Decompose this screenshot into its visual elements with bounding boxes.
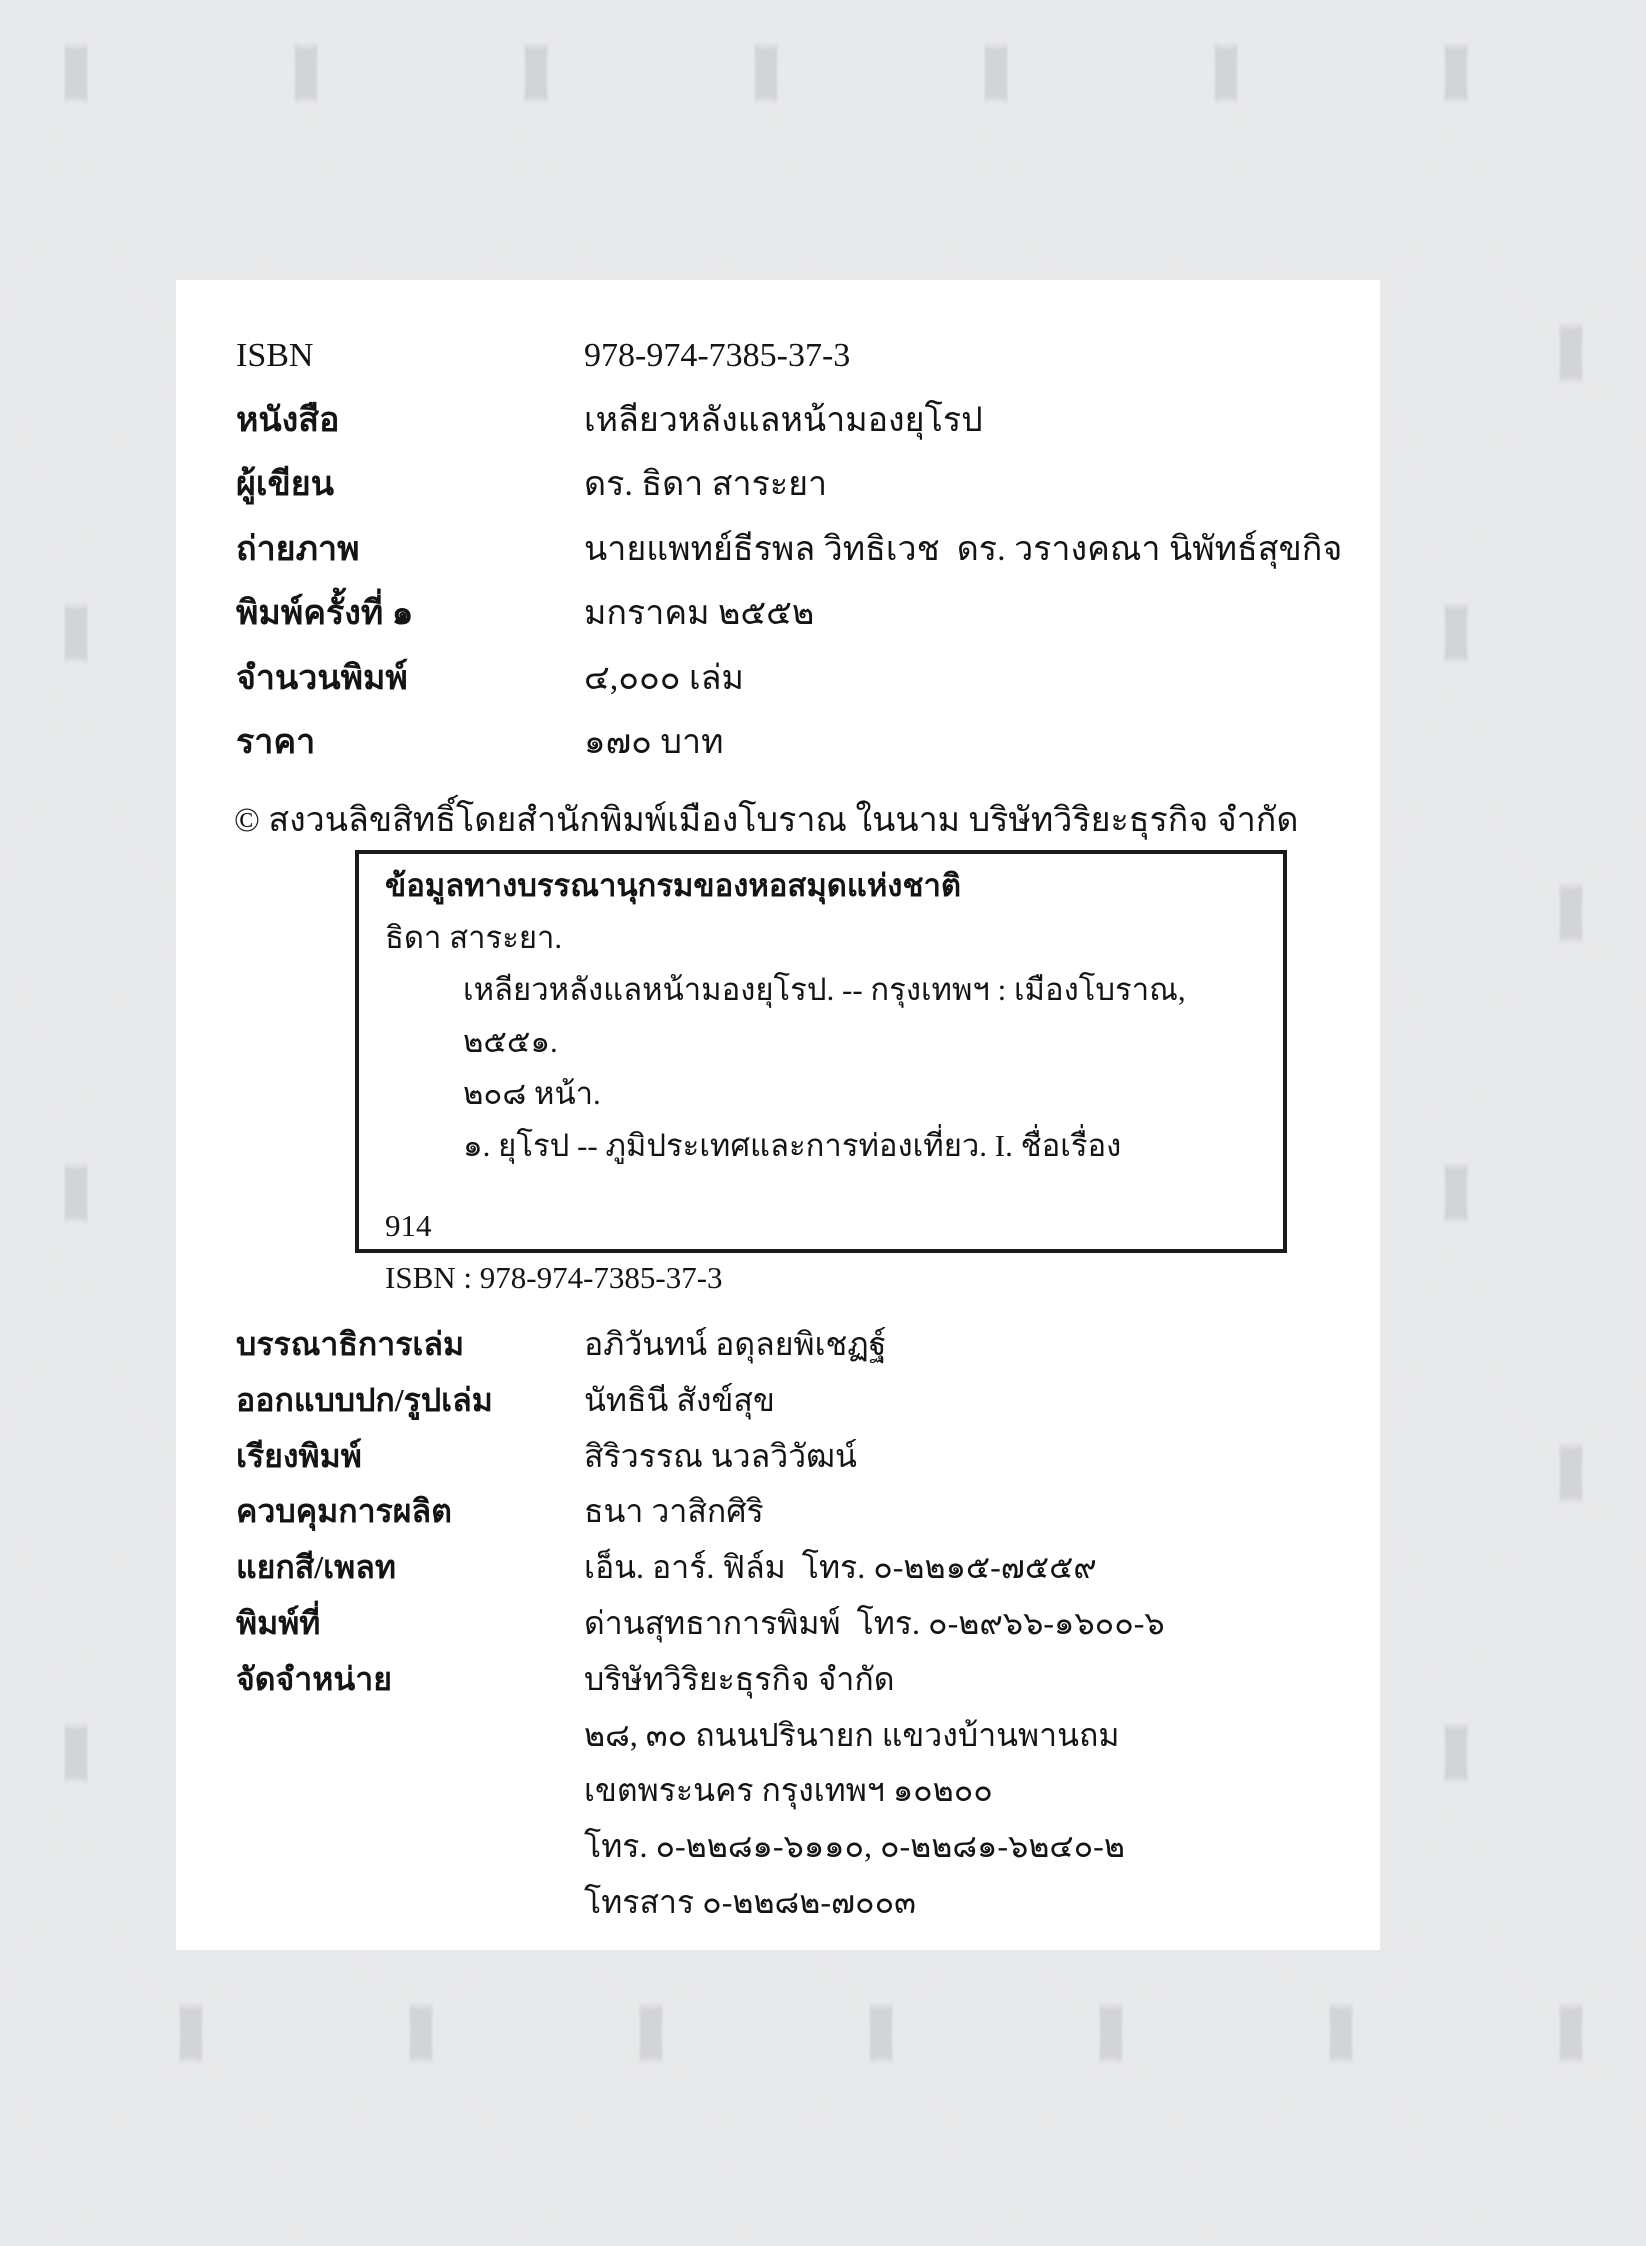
credit-values	[584, 1652, 1125, 1931]
catalog-line: ๒๐๘ หน้า.	[463, 1076, 601, 1111]
credit-value-line: สิริวรรณ นวลวิวัฒน์	[584, 1437, 857, 1474]
credit-label: พิมพ์ที่	[236, 1604, 321, 1641]
copyright-line: © สงวนลิขสิทธิ์โดยสำนักพิมพ์เมืองโบราณ ในนาม บริษัทวิริยะธุรกิจ จำกัด	[234, 802, 1299, 839]
field-value: มกราคม ๒๕๕๒	[584, 595, 815, 632]
field-label: หนังสือ	[236, 401, 340, 439]
credit-values	[584, 1373, 775, 1429]
field-label: ราคา	[236, 724, 316, 761]
credit-values	[584, 1317, 886, 1373]
credit-label: เรียงพิมพ์	[236, 1437, 362, 1474]
catalog-line: ๑. ยุโรป -- ภูมิประเทศและการท่องเที่ยว. I. ชื่อเรื่อง	[463, 1128, 1122, 1163]
field-value: ดร. ธิดา สาระยา	[584, 466, 828, 503]
credit-value-line: ๒๘, ๓๐ ถนนปรินายก แขวงบ้านพานถม	[584, 1716, 1120, 1753]
field-row	[236, 647, 1350, 712]
credit-row	[236, 1317, 1370, 1373]
field-label: จำนวนพิมพ์	[236, 659, 408, 697]
field-row	[236, 389, 1350, 454]
credit-value-line: อภิวันทน์ อดุลยพิเชฏฐ์	[584, 1326, 887, 1362]
field-label: พิมพ์ครั้งที่ ๑	[236, 595, 414, 632]
credit-label: ควบคุมการผลิต	[236, 1493, 452, 1530]
credit-values	[584, 1484, 764, 1540]
catalog-line: เหลียวหลังแลหน้ามองยุโรป. -- กรุงเทพฯ : เมืองโบราณ, ๒๕๕๑.	[463, 972, 1194, 1059]
national-library-catalog-box	[355, 850, 1287, 1295]
credit-label: จัดจำหน่าย	[236, 1660, 392, 1697]
credits-section	[236, 1317, 1370, 1931]
credit-value-line: ด่านสุทธาการพิมพ์ โทร. ๐-๒๙๖๖-๑๖๐๐-๖	[584, 1604, 1165, 1641]
field-label: ISBN	[236, 337, 314, 374]
book-colophon-page	[176, 280, 1380, 1950]
credit-value-line: โทร. ๐-๒๒๘๑-๖๑๑๐, ๐-๒๒๘๑-๖๒๔๐-๒	[584, 1828, 1125, 1865]
catalog-line: 914	[385, 1208, 432, 1243]
field-row	[236, 518, 1350, 583]
credit-values	[584, 1540, 1097, 1596]
catalog-box-title: ข้อมูลทางบรรณานุกรมของหอสมุดแห่งชาติ	[385, 868, 962, 903]
credit-row	[236, 1429, 1370, 1485]
field-value: ๑๗๐ บาท	[584, 724, 724, 761]
catalog-box-lines	[385, 912, 1273, 1304]
credit-value-line: เอ็น. อาร์. ฟิล์ม โทร. ๐-๒๒๑๕-๗๕๕๙	[584, 1549, 1097, 1586]
credit-row	[236, 1596, 1370, 1652]
catalog-line: ISBN : 978-974-7385-37-3	[385, 1260, 723, 1295]
credit-label: ออกแบบปก/รูปเล่ม	[236, 1381, 493, 1418]
credit-value-line: เขตพระนคร กรุงเทพฯ ๑๐๒๐๐	[584, 1772, 993, 1809]
catalog-line: ธิดา สาระยา.	[385, 920, 563, 955]
credit-values	[584, 1429, 857, 1485]
field-value: ๔,๐๐๐ เล่ม	[584, 659, 744, 697]
credit-value-line: นัทธินี สังข์สุข	[584, 1381, 775, 1418]
field-value: 978-974-7385-37-3	[584, 337, 851, 374]
credit-row	[236, 1373, 1370, 1429]
field-value: เหลียวหลังแลหน้ามองยุโรป	[584, 401, 983, 439]
field-row	[236, 324, 1350, 389]
field-label: ผู้เขียน	[236, 466, 334, 503]
credit-value-line: โทรสาร ๐-๒๒๘๒-๗๐๐๓	[584, 1883, 916, 1920]
credit-label: บรรณาธิการเล่ม	[236, 1326, 465, 1362]
credit-row	[236, 1652, 1370, 1931]
field-value: นายแพทย์ธีรพล วิทธิเวช ดร. วรางคณา นิพัทธ์สุขกิจ	[584, 530, 1343, 568]
field-row	[236, 582, 1350, 647]
credit-row	[236, 1540, 1370, 1596]
field-label: ถ่ายภาพ	[236, 530, 360, 568]
field-row	[236, 711, 1350, 776]
credit-values	[584, 1596, 1165, 1652]
credit-value-line: ธนา วาสิกศิริ	[584, 1493, 764, 1530]
credit-value-line: บริษัทวิริยะธุรกิจ จำกัด	[584, 1660, 895, 1697]
colophon-fields	[236, 324, 1350, 776]
credit-row	[236, 1484, 1370, 1540]
credit-label: แยกสี/เพลท	[236, 1549, 396, 1586]
field-row	[236, 453, 1350, 518]
